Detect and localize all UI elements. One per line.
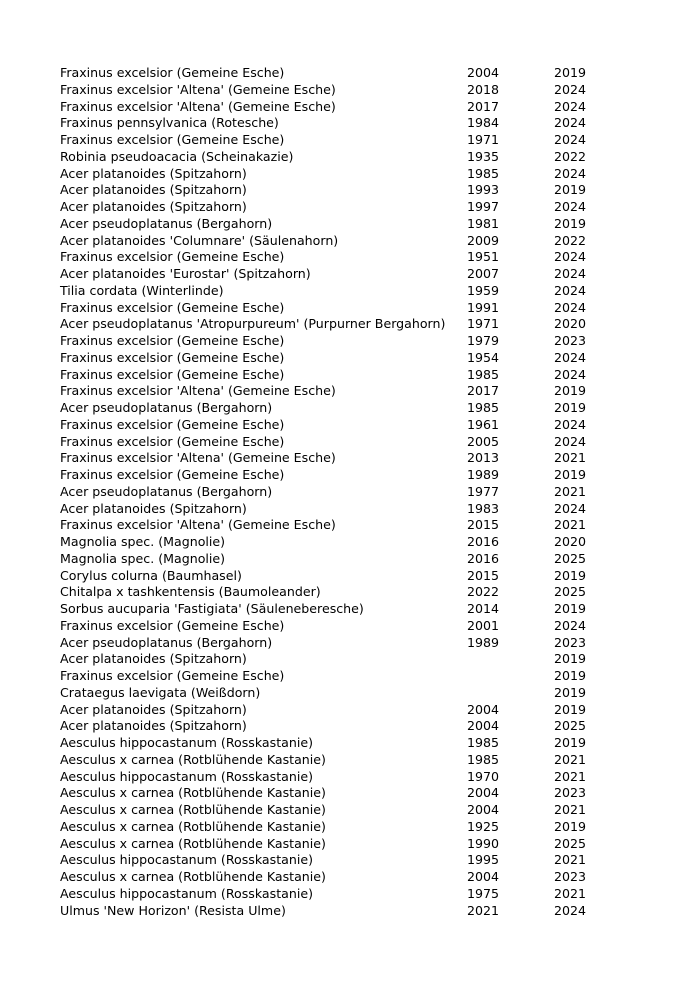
tree-name-cell: Acer platanoides (Spitzahorn): [60, 165, 247, 181]
year-first-cell: [467, 668, 554, 685]
year-second-cell: 2019: [554, 65, 587, 80]
table-row: [60, 903, 614, 920]
table-row: [60, 115, 614, 132]
year-first-cell: 2018: [467, 81, 500, 97]
tree-name-cell: Magnolia spec. (Magnolie): [60, 534, 226, 549]
year-second-cell: 2024: [554, 416, 587, 432]
year-first-cell: 1925: [467, 818, 500, 834]
tree-name-cell: Aesculus hippocastanum (Rosskastanie): [60, 735, 313, 750]
tree-name-cell: Acer platanoides 'Columnare' (Säulenahorn): [60, 232, 339, 248]
year-second-cell: 2024: [554, 266, 587, 281]
year-second-cell: 2019: [554, 735, 587, 750]
year-second-cell: 2023: [554, 785, 587, 801]
tree-name-cell: Acer pseudoplatanus (Bergahorn): [60, 634, 273, 650]
table-row: [60, 484, 614, 501]
table-row: [60, 869, 614, 886]
table-row: [60, 501, 614, 518]
year-second-cell: 2024: [554, 282, 587, 298]
year-second-cell: 2024: [554, 902, 587, 918]
year-first-cell: 2022: [467, 584, 500, 600]
year-first-cell: 2014: [467, 601, 500, 616]
tree-name-cell: Fraxinus excelsior (Gemeine Esche): [60, 249, 285, 265]
year-second-cell: 2024: [554, 165, 587, 181]
tree-name-cell: Aesculus hippocastanum (Rosskastanie): [60, 768, 313, 784]
year-second-cell: 2024: [554, 81, 587, 97]
tree-name-cell: Crataegus laevigata (Weißdorn): [60, 684, 261, 700]
year-second-cell: 2024: [554, 199, 587, 214]
year-first-cell: 2004: [467, 802, 500, 817]
table-row: [60, 166, 614, 183]
year-first-cell: 2001: [467, 617, 500, 633]
table-row: [60, 450, 614, 467]
table-row: [60, 769, 614, 786]
year-second-cell: 2024: [554, 132, 587, 147]
table-row: [60, 836, 614, 853]
tree-name-cell: Magnolia spec. (Magnolie): [60, 550, 226, 566]
year-first-cell: 1979: [467, 333, 500, 348]
tree-name-cell: Fraxinus excelsior 'Altena' (Gemeine Esche): [60, 517, 336, 533]
table-row: [60, 434, 614, 451]
tree-name-cell: Acer platanoides (Spitzahorn): [60, 701, 247, 717]
year-first-cell: 2016: [467, 534, 500, 549]
table-row: [60, 568, 614, 585]
year-second-cell: 2020: [554, 534, 587, 549]
table-row: [60, 182, 614, 199]
table-row: [60, 383, 614, 400]
tree-name-cell: Acer platanoides (Spitzahorn): [60, 651, 247, 667]
tree-name-cell: Corylus colurna (Baumhasel): [60, 567, 242, 583]
tree-name-cell: Aesculus x carnea (Rotblühende Kastanie): [60, 751, 326, 767]
year-second-cell: 2019: [554, 467, 587, 482]
year-first-cell: 1997: [467, 199, 500, 214]
year-second-cell: 2022: [554, 232, 587, 248]
year-first-cell: 1985: [467, 751, 500, 767]
table-row: [60, 467, 614, 484]
year-first-cell: 2004: [467, 869, 500, 884]
year-second-cell: 2019: [554, 567, 587, 583]
year-second-cell: 2021: [554, 517, 587, 533]
year-first-cell: 1995: [467, 852, 500, 868]
tree-name-cell: Fraxinus excelsior 'Altena' (Gemeine Esche): [60, 383, 336, 399]
table-row: [60, 149, 614, 166]
table-row: [60, 283, 614, 300]
year-second-cell: 2021: [554, 802, 587, 817]
year-first-cell: 1954: [467, 349, 500, 365]
year-second-cell: 2021: [554, 852, 587, 868]
table-row: [60, 534, 614, 551]
tree-name-cell: Fraxinus excelsior (Gemeine Esche): [60, 333, 285, 348]
table-row: [60, 400, 614, 417]
year-second-cell: 2024: [554, 433, 587, 449]
year-first-cell: 1951: [467, 249, 500, 265]
year-first-cell: 2015: [467, 567, 500, 583]
table-row: [60, 199, 614, 216]
year-second-cell: 2019: [554, 601, 587, 616]
table-row: [60, 517, 614, 534]
year-second-cell: 2023: [554, 634, 587, 650]
year-first-cell: 1985: [467, 400, 500, 415]
year-first-cell: 1970: [467, 768, 500, 784]
year-second-cell: 2021: [554, 768, 587, 784]
tree-name-cell: Aesculus x carnea (Rotblühende Kastanie): [60, 818, 326, 834]
tree-name-cell: Aesculus x carnea (Rotblühende Kastanie): [60, 869, 326, 884]
year-first-cell: [467, 685, 554, 702]
year-second-cell: 2024: [554, 115, 587, 131]
year-first-cell: [467, 651, 554, 668]
year-first-cell: 2021: [467, 902, 500, 918]
year-second-cell: 2020: [554, 316, 587, 332]
year-second-cell: 2019: [554, 182, 587, 198]
year-first-cell: 2004: [467, 701, 500, 717]
year-second-cell: 2019: [554, 651, 587, 667]
tree-name-cell: Aesculus x carnea (Rotblühende Kastanie): [60, 835, 326, 851]
year-second-cell: 2021: [554, 751, 587, 767]
tree-name-cell: Acer pseudoplatanus (Bergahorn): [60, 215, 273, 231]
year-second-cell: 2019: [554, 701, 587, 717]
tree-name-cell: Ulmus 'New Horizon' (Resista Ulme): [60, 902, 286, 918]
year-first-cell: 2013: [467, 450, 500, 466]
tree-name-cell: Fraxinus excelsior (Gemeine Esche): [60, 668, 285, 683]
tree-name-cell: Fraxinus excelsior (Gemeine Esche): [60, 416, 285, 432]
tree-name-cell: Acer pseudoplatanus (Bergahorn): [60, 483, 273, 499]
table-row: [60, 752, 614, 769]
tree-name-cell: Fraxinus excelsior 'Altena' (Gemeine Esche): [60, 98, 336, 114]
tree-name-cell: Fraxinus excelsior (Gemeine Esche): [60, 349, 285, 365]
year-first-cell: 1959: [467, 282, 500, 298]
tree-name-cell: Acer pseudoplatanus (Bergahorn): [60, 400, 273, 415]
tree-name-cell: Acer platanoides 'Eurostar' (Spitzahorn): [60, 266, 311, 281]
table-row: [60, 668, 614, 685]
table-row: [60, 551, 614, 568]
year-first-cell: 1985: [467, 366, 500, 382]
tree-name-cell: Aesculus hippocastanum (Rosskastanie): [60, 852, 313, 868]
tree-name-cell: Fraxinus excelsior (Gemeine Esche): [60, 617, 285, 633]
year-first-cell: 2017: [467, 383, 500, 399]
year-second-cell: 2024: [554, 98, 587, 114]
tree-name-cell: Fraxinus excelsior (Gemeine Esche): [60, 433, 285, 449]
year-second-cell: 2019: [554, 400, 587, 415]
table-row: [60, 852, 614, 869]
table-row: [60, 65, 614, 82]
tree-name-cell: Sorbus aucuparia 'Fastigiata' (Säuleneberesche): [60, 601, 364, 616]
year-first-cell: 1983: [467, 500, 500, 516]
year-first-cell: 1984: [467, 115, 500, 131]
table-row: [60, 651, 614, 668]
table-row: [60, 316, 614, 333]
table-row: [60, 819, 614, 836]
table-row: [60, 350, 614, 367]
year-second-cell: 2019: [554, 668, 587, 683]
year-first-cell: 1985: [467, 165, 500, 181]
year-first-cell: 1977: [467, 483, 500, 499]
table-row: [60, 718, 614, 735]
year-second-cell: 2019: [554, 818, 587, 834]
table-row: [60, 802, 614, 819]
year-first-cell: 2015: [467, 517, 500, 533]
year-first-cell: 1961: [467, 416, 500, 432]
table-row: [60, 635, 614, 652]
tree-name-cell: Acer platanoides (Spitzahorn): [60, 500, 247, 516]
year-second-cell: 2024: [554, 299, 587, 315]
table-row: [60, 333, 614, 350]
year-first-cell: 1935: [467, 148, 500, 164]
year-second-cell: 2019: [554, 215, 587, 231]
year-first-cell: 1981: [467, 215, 500, 231]
year-first-cell: 1975: [467, 885, 500, 901]
tree-table: [60, 65, 614, 919]
tree-name-cell: Fraxinus excelsior (Gemeine Esche): [60, 467, 285, 482]
year-second-cell: 2022: [554, 148, 587, 164]
table-row: [60, 216, 614, 233]
year-first-cell: 2009: [467, 232, 500, 248]
table-row: [60, 685, 614, 702]
year-first-cell: 2017: [467, 98, 500, 114]
year-first-cell: 2004: [467, 718, 500, 734]
tree-table-body: [60, 65, 614, 919]
table-row: [60, 132, 614, 149]
year-first-cell: 1989: [467, 467, 500, 482]
year-second-cell: 2024: [554, 249, 587, 265]
tree-name-cell: Fraxinus excelsior 'Altena' (Gemeine Esche): [60, 450, 336, 466]
year-first-cell: 2016: [467, 550, 500, 566]
year-second-cell: 2024: [554, 366, 587, 382]
year-first-cell: 1991: [467, 299, 500, 315]
year-second-cell: 2024: [554, 349, 587, 365]
year-second-cell: 2019: [554, 383, 587, 399]
year-second-cell: 2023: [554, 333, 587, 348]
year-second-cell: 2025: [554, 550, 587, 566]
tree-name-cell: Chitalpa x tashkentensis (Baumoleander): [60, 584, 321, 600]
table-row: [60, 618, 614, 635]
year-second-cell: 2019: [554, 684, 587, 700]
year-second-cell: 2025: [554, 584, 587, 600]
table-row: [60, 266, 614, 283]
table-row: [60, 735, 614, 752]
year-first-cell: 1993: [467, 182, 500, 198]
year-first-cell: 1990: [467, 835, 500, 851]
tree-name-cell: Acer platanoides (Spitzahorn): [60, 199, 247, 214]
tree-name-cell: Fraxinus excelsior (Gemeine Esche): [60, 366, 285, 382]
table-row: [60, 785, 614, 802]
table-row: [60, 99, 614, 116]
table-row: [60, 300, 614, 317]
table-row: [60, 601, 614, 618]
year-second-cell: 2023: [554, 869, 587, 884]
year-second-cell: 2025: [554, 718, 587, 734]
table-row: [60, 584, 614, 601]
table-row: [60, 886, 614, 903]
tree-name-cell: Robinia pseudoacacia (Scheinakazie): [60, 148, 294, 164]
year-second-cell: 2021: [554, 450, 587, 466]
tree-name-cell: Aesculus x carnea (Rotblühende Kastanie): [60, 785, 326, 801]
table-row: [60, 233, 614, 250]
year-second-cell: 2024: [554, 500, 587, 516]
year-first-cell: 1985: [467, 735, 500, 750]
year-second-cell: 2025: [554, 835, 587, 851]
tree-name-cell: Aesculus x carnea (Rotblühende Kastanie): [60, 802, 326, 817]
tree-name-cell: Aesculus hippocastanum (Rosskastanie): [60, 885, 313, 901]
tree-name-cell: Acer pseudoplatanus 'Atropurpureum' (Purpurner Bergahorn): [60, 316, 446, 332]
year-second-cell: 2021: [554, 885, 587, 901]
year-first-cell: 2007: [467, 266, 500, 281]
table-row: [60, 249, 614, 266]
year-first-cell: 2005: [467, 433, 500, 449]
year-first-cell: 2004: [467, 65, 500, 80]
tree-name-cell: Acer platanoides (Spitzahorn): [60, 182, 247, 198]
year-first-cell: 1971: [467, 316, 500, 332]
year-first-cell: 2004: [467, 785, 500, 801]
table-row: [60, 367, 614, 384]
table-row: [60, 702, 614, 719]
year-first-cell: 1989: [467, 634, 500, 650]
year-first-cell: 1971: [467, 132, 500, 147]
year-second-cell: 2021: [554, 483, 587, 499]
tree-name-cell: Fraxinus excelsior (Gemeine Esche): [60, 65, 285, 80]
tree-name-cell: Fraxinus excelsior 'Altena' (Gemeine Esche): [60, 81, 336, 97]
tree-name-cell: Fraxinus excelsior (Gemeine Esche): [60, 299, 285, 315]
table-row: [60, 417, 614, 434]
table-row: [60, 82, 614, 99]
year-second-cell: 2024: [554, 617, 587, 633]
tree-name-cell: Fraxinus pennsylvanica (Rotesche): [60, 115, 279, 131]
tree-name-cell: Fraxinus excelsior (Gemeine Esche): [60, 132, 285, 147]
tree-name-cell: Acer platanoides (Spitzahorn): [60, 718, 247, 734]
tree-name-cell: Tilia cordata (Winterlinde): [60, 282, 224, 298]
